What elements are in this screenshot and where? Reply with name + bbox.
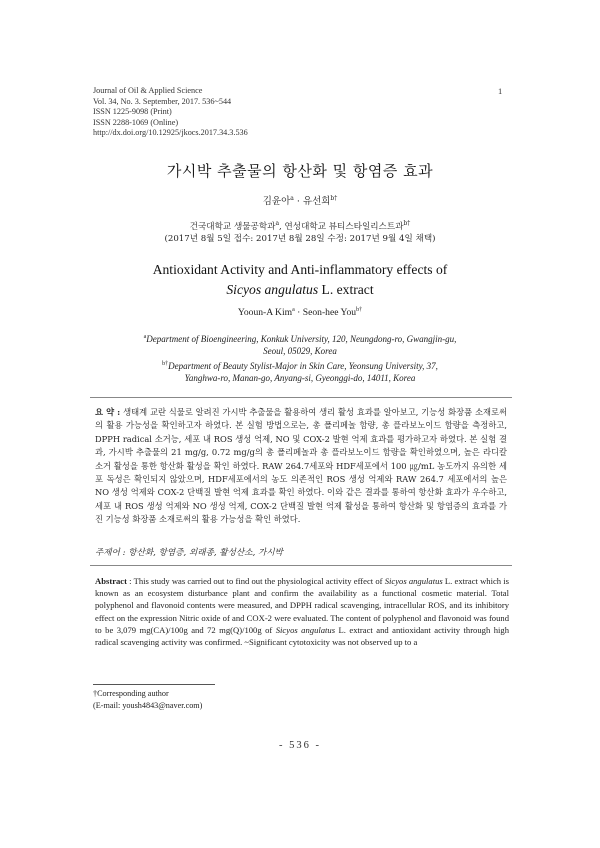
author-superscript: b† xyxy=(330,195,338,202)
abstract-english-text: L. extract and antioxidant activity through high radical scavenging activity was confirmed. ~Significant cytotoxicity was not observed up to a xyxy=(95,624,509,648)
journal-volume: Vol. 34, No. 3. September, 2017. 536~544 xyxy=(93,96,232,106)
abstract-english-text: L. extract which is known as an ecosystem disturbance plant and confirm the availability as a functional cosmetic material. Total polyphenol and flavonoid contents were measured, and DPPH radical scavenging, intracellular ROS, and its inhibitory effect on the expression Nitric oxide of and COX-2 were evaluated. The content of polyphenol and flavonoid was found to be 3,079 mg(CA)/100g and 72 mg(Q)/100g of xyxy=(95,576,509,635)
authors-korean xyxy=(0,193,600,207)
journal-name: Journal of Oil & Applied Science xyxy=(93,86,203,95)
affiliation-superscript: b† xyxy=(403,220,411,227)
issn-online: ISSN 2288-1069 (Online) xyxy=(93,117,179,127)
affiliation-english xyxy=(0,331,600,385)
affiliation-text: Department of Beauty Stylist-Major in Skin Care, Yeonsung University, 37, xyxy=(168,360,438,371)
author-email[interactable]: (E-mail: yoush4843@naver.com) xyxy=(93,700,203,710)
author-separator: · xyxy=(294,307,303,318)
abstract-korean-text: 생태계 교란 식물로 알려진 가시박 추출물을 활용하여 생리 활성 효과를 알아보고, 기능성 화장품 소재로써의 활용 가능성을 확인하고자 하였다. 본 실험 방법으로는, 총 폴리페놀 함량, 총 플라보노이드 함량을 측정하고, DPPH radical 소거능, 세포 내 ROS 생성 억제, NO 및 COX-2 발현 억제 효과를 평가하고자 하였다. 본 실험 결과, 가시박 추출물의 21 mg/g, 0.72 mg/g의 총 폴리페놀과 총 플라보노이드 함량을 확인하였으며, 높은 라디칼 소거 활성을 통한 항산화 활성을 확인 하였다. RAW 264.7세포와 HDF세포에서 100 ㎍/mL 농도까지 유의한 세포 독성은 확인되지 않았으며, HDF세포에서의 농도 의존적인 ROS 생성 억제와 RAW 264.7 세포에서의 높은 NO 생성 억제와 COX-2 단백질 발현 억제 효과를 확인 하였다. 이와 같은 결과를 통하여 항산화 효과가 우수하고, 세포 내 ROS 생성 억제와 NO 생성 억제, COX-2 단백질 발현 억제 활성을 통하여 항산화 및 항염증의 효과를 가진 기능성 화장품 소재로써의 활용 가능성을 확인 하였다. xyxy=(95,407,508,525)
footnote-rule xyxy=(93,684,215,685)
affiliation-line xyxy=(0,218,600,233)
species-name: Sicyos angulatus xyxy=(226,282,319,297)
abstract-korean xyxy=(95,406,507,527)
abstract-english-label: Abstract xyxy=(95,576,127,586)
footnote xyxy=(93,688,202,711)
author-name: 유선희 xyxy=(302,196,331,207)
affiliation-korean xyxy=(0,218,600,245)
affiliation-text: 건국대학교 생물공학과 xyxy=(189,222,276,232)
keywords-korean: 주제어 : 항산화, 항염증, 외래종, 활성산소, 가시박 xyxy=(95,548,283,558)
author-name: Seon-hee You xyxy=(302,307,357,318)
title-english-text: L. extract xyxy=(318,282,374,297)
title-english-line: Antioxidant Activity and Anti-inflammatory effects of xyxy=(152,262,448,277)
page-number: 1 xyxy=(498,86,503,96)
author-superscript: a xyxy=(292,307,295,313)
received-dates: (2017년 8월 5일 접수: 2017년 8월 28일 수정: 2017년 9월 4일 채택) xyxy=(164,234,436,244)
affiliation-line xyxy=(0,358,600,372)
divider-middle xyxy=(90,565,512,566)
abstract-english xyxy=(95,575,509,648)
abstract-english-text: : This study was carried out to find out the physiological activity effect of xyxy=(126,576,385,586)
affiliation-superscript: a xyxy=(275,220,280,227)
affiliation-superscript: b† xyxy=(162,360,169,367)
title-english-line xyxy=(0,280,600,300)
affiliation-text: Department of Bioengineering, Konkuk University, 120, Neungdong-ro, Gwangjin-gu, xyxy=(146,334,457,344)
affiliation-line: Seoul, 05029, Korea xyxy=(263,346,337,357)
affiliation-superscript: a xyxy=(143,334,147,340)
affiliation-line: Yanghwa-ro, Manan-go, Anyang-si, Gyeonggi-do, 14011, Korea xyxy=(184,373,416,384)
issn-print: ISSN 1225-9098 (Print) xyxy=(93,107,172,117)
doi-link[interactable]: http://dx.doi.org/10.12925/jkocs.2017.34.3.536 xyxy=(93,128,248,138)
abstract-korean-label: 요 약 : xyxy=(95,407,121,417)
divider-top xyxy=(90,397,512,398)
affiliation-text: , 연성대학교 뷰티스타일리스트과 xyxy=(279,222,404,232)
author-superscript: b† xyxy=(356,307,363,313)
author-separator: · xyxy=(293,196,303,207)
affiliation-line xyxy=(0,331,600,345)
page-footer: - 536 - xyxy=(279,740,321,751)
title-english xyxy=(0,260,600,300)
corresponding-author: †Corresponding author xyxy=(93,689,169,698)
species-name: Sicyos angulatus xyxy=(275,624,336,635)
species-name: Sicyos angulatus xyxy=(384,576,443,586)
authors-english xyxy=(0,307,600,318)
author-name: 김윤아 xyxy=(262,196,291,207)
journal-meta xyxy=(93,86,248,139)
author-superscript: a xyxy=(290,195,294,202)
title-korean: 가시박 추출물의 항산화 및 항염증 효과 xyxy=(166,162,434,180)
author-name: Yooun-A Kim xyxy=(237,307,293,318)
